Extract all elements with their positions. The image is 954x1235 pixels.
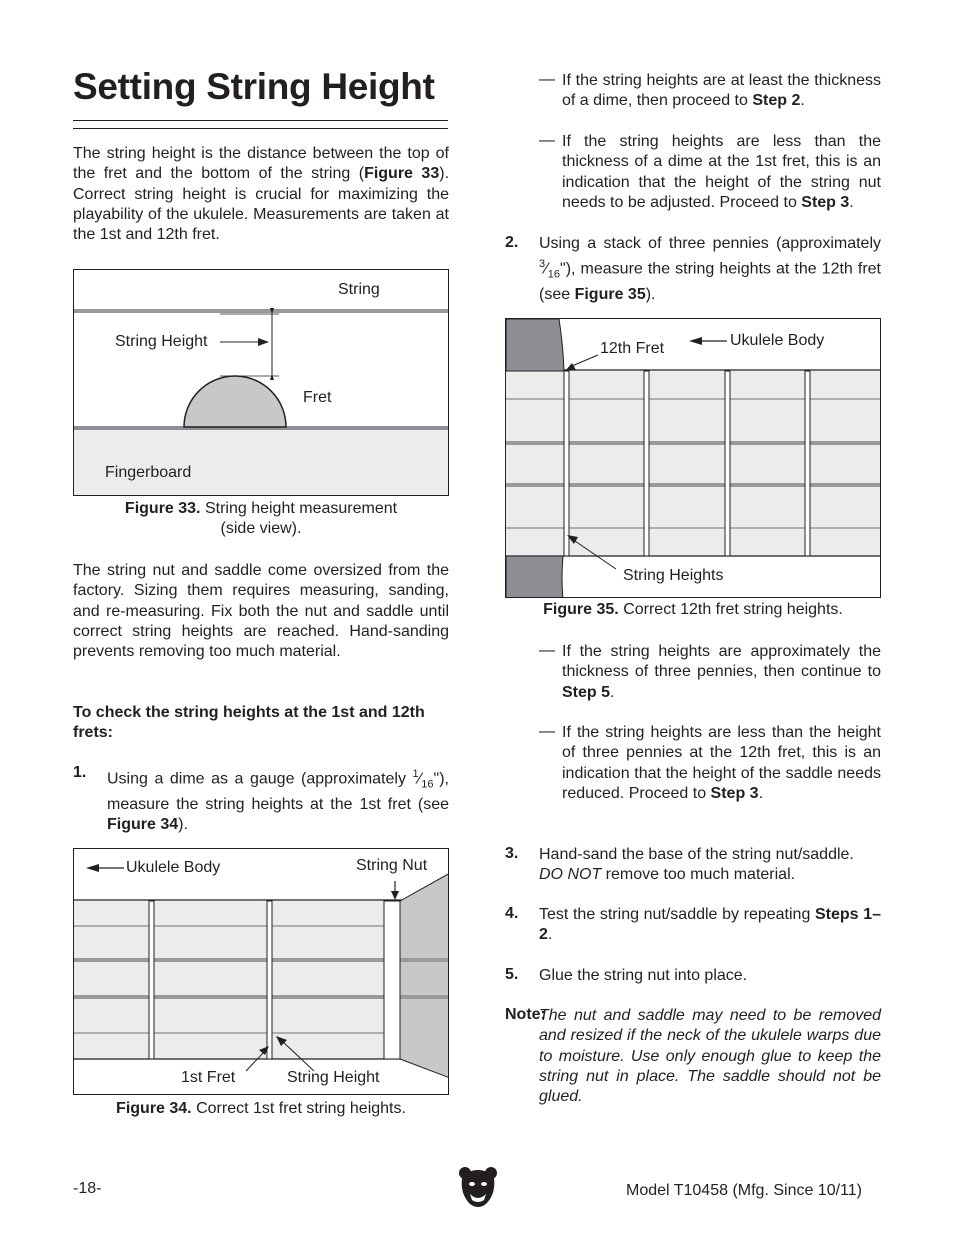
- figure-33-ref: Figure 33: [364, 165, 440, 183]
- bullet-step1-a: If the string heights are at least the thickness of a dime, then proceed to Step 2.: [562, 72, 881, 110]
- fig35-label-body: Ukulele Body: [730, 332, 825, 349]
- bullet-dash: —: [539, 132, 555, 149]
- title-rule-bottom: [73, 128, 448, 129]
- body-arrow: [689, 337, 702, 345]
- bullet-dash: —: [539, 642, 555, 659]
- fret-shape: [184, 376, 286, 427]
- fig34-label-height: String Height: [287, 1069, 380, 1086]
- fret-14th: [725, 371, 730, 556]
- fret-1st: [267, 901, 272, 1059]
- figure-34-drawing: [74, 849, 449, 1095]
- page-number: -18-: [73, 1180, 102, 1197]
- figure-33: [73, 269, 449, 496]
- figure-35: [505, 318, 881, 598]
- figure-33-drawing: [74, 270, 449, 496]
- fig35-label-heights: String Heights: [623, 567, 724, 584]
- nut-arrow: [391, 891, 399, 900]
- figure-33-caption: Figure 33. String height measurement (side view).: [124, 500, 398, 537]
- step-1-number: 1.: [73, 764, 87, 781]
- fig33-label-string-height: String Height: [115, 333, 208, 350]
- title-rule-top: [73, 120, 448, 121]
- page-title: Setting String Height: [73, 66, 435, 107]
- fret-pointer-head: [566, 363, 576, 370]
- fret-12th: [564, 371, 569, 556]
- figure-34-caption: Figure 34. Correct 1st fret string heights.: [116, 1100, 406, 1117]
- bear-logo-icon: [458, 1164, 498, 1210]
- fig34-label-body: Ukulele Body: [126, 859, 221, 876]
- height-bottom-arrow: [270, 374, 274, 380]
- fingerboard-shape: [74, 427, 449, 496]
- fig34-label-nut: String Nut: [356, 857, 428, 874]
- check-heading: To check the string heights at the 1st and 12th frets:: [73, 704, 425, 742]
- step-3-number: 3.: [505, 845, 519, 862]
- fig33-label-fret: Fret: [303, 389, 332, 406]
- body-bottom-shape: [506, 556, 563, 598]
- figure-35-caption: Figure 35. Correct 12th fret string heights.: [543, 601, 843, 618]
- step-2-number: 2.: [505, 234, 519, 251]
- fig35-label-fret: 12th Fret: [600, 340, 665, 357]
- step-4-text: Test the string nut/saddle by repeating Steps 1–2.: [539, 906, 882, 944]
- model-label: Model T10458 (Mfg. Since 10/11): [626, 1182, 862, 1199]
- bullet-dash: —: [539, 723, 555, 740]
- bullet-step2-b: If the string heights are less than the height of three pennies at the 12th fret, this is an indication that the height of the saddle needs reduced. Proceed to Step 3.: [562, 724, 881, 802]
- fig34-label-fret: 1st Fret: [181, 1069, 236, 1086]
- step-2-text: Using a stack of three pennies (approximately $^3⁄_{16}$"), measure the string heights at the 12th fret (see Figure 35).: [539, 235, 881, 304]
- nut-saddle-paragraph: The string nut and saddle come oversized from the factory. Sizing them requires measuring, sanding, and re-measuring. Fix both the nut and saddle until correct string heights are reached. Hand-sanding prevents removing too much material.: [73, 562, 449, 661]
- note-text: The nut and saddle may need to be removed and resized if the neck of the ukulele warps due to moisture. Use only enough glue to keep the string nut in place. The saddle should not be glued.: [539, 1007, 881, 1106]
- string-height-pointer-head: [258, 338, 269, 346]
- step-1-text: Using a dime as a gauge (approximately $^1⁄_{16}$"), measure the string heights at the 1st fret (see Figure 34).: [107, 768, 449, 834]
- body-arrow: [86, 864, 99, 872]
- headstock-shape: [400, 873, 449, 1078]
- step-3-text: Hand-sand the base of the string nut/saddle. DO NOT remove too much material.: [539, 846, 854, 884]
- fret-a: [149, 901, 154, 1059]
- bullet-dash: —: [539, 71, 555, 88]
- body-top-shape: [506, 319, 564, 371]
- note-label: Note:: [505, 1006, 546, 1023]
- figure-34: [73, 848, 449, 1095]
- step-5-number: 5.: [505, 966, 519, 983]
- fig33-label-fingerboard: Fingerboard: [105, 464, 192, 481]
- bullet-step2-a: If the string heights are approximately the thickness of three pennies, then continue to Step 5.: [562, 643, 881, 701]
- bullet-step1-b: If the string heights are less than the thickness of a dime at the 1st fret, this is an indication that the height of the string nut needs to be adjusted. Proceed to Step 3.: [562, 133, 881, 211]
- fret-15th: [805, 371, 810, 556]
- fret-13th: [644, 371, 649, 556]
- figure-35-drawing: [506, 319, 881, 598]
- fig33-label-string: String: [338, 281, 380, 298]
- step-5-text: Glue the string nut into place.: [539, 967, 748, 984]
- step-4-number: 4.: [505, 905, 519, 922]
- string-nut-shape: [384, 901, 400, 1059]
- intro-paragraph: The string height is the distance between the top of the fret and the bottom of the string (Figure 33). Correct string height is crucial for maximizing the playability of the ukulele. Measurements are taken at the 1st and 12th fret.: [73, 145, 450, 244]
